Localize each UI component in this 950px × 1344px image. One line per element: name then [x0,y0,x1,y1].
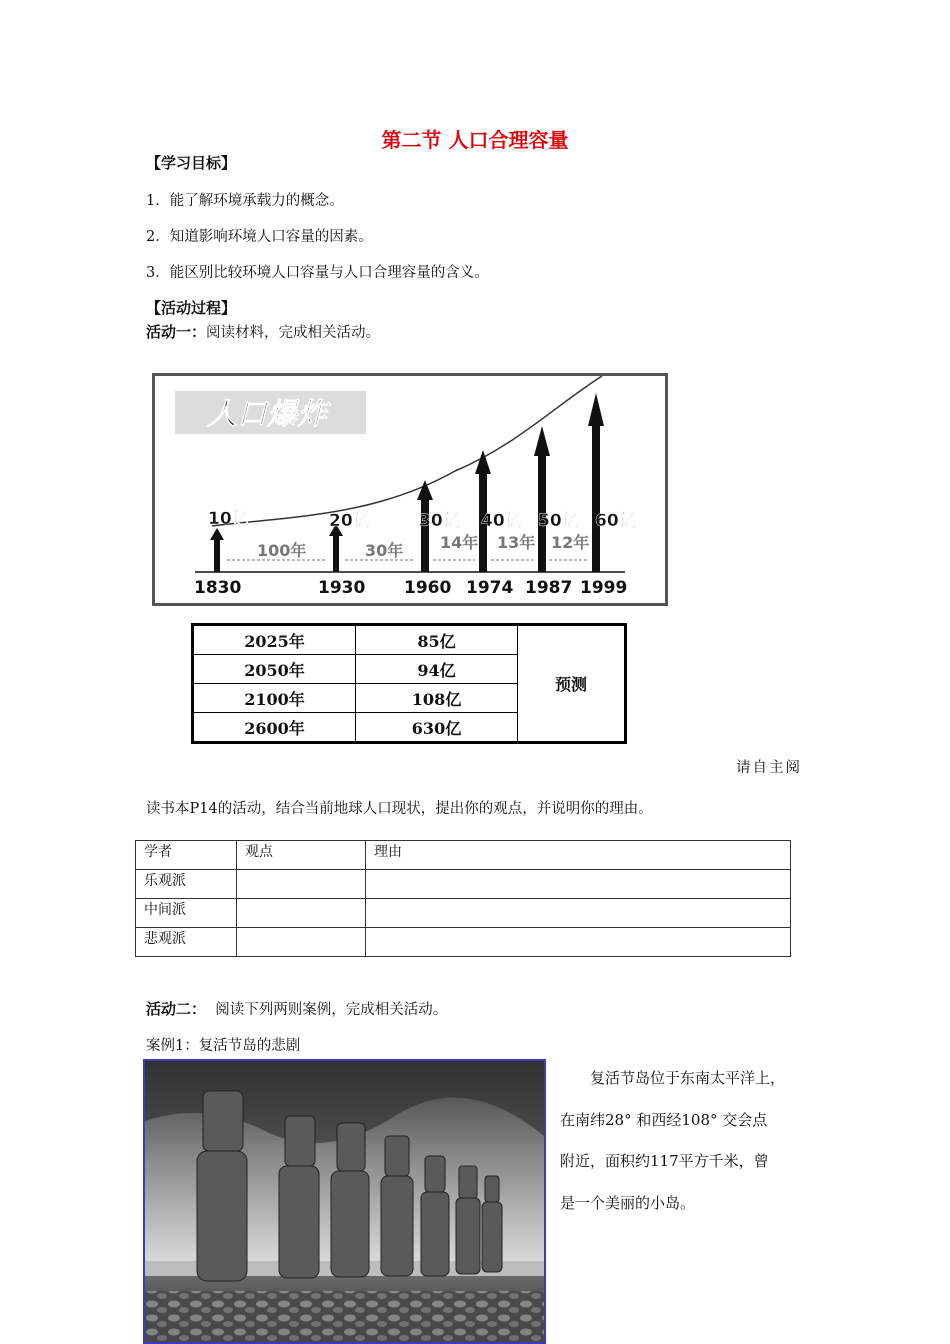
population-explosion-figure [152,373,668,606]
activity1-line [146,321,380,342]
table-row [136,928,791,957]
year-label-1930: 1930 [318,578,366,598]
header-cell: 学者 [136,841,237,870]
activity2-label: 活动二： [146,1000,207,1018]
moai-statue-2 [279,1116,319,1278]
pred-year: 2025年 [193,625,356,655]
pred-value: 108亿 [356,684,518,713]
interval-label-3: 14年 [440,533,479,552]
pred-year: 2600年 [193,713,356,743]
goal-item-1: 1．能了解环境承载力的概念。 [146,193,344,209]
opinion-cell[interactable] [237,928,366,957]
instruction-line-1: 请自主阅 [736,760,802,776]
activity1-text: 阅读材料，完成相关活动。 [206,325,381,341]
arrow-1987 [534,426,550,572]
year-label-1999: 1999 [580,578,628,598]
case1-text [560,1058,825,1224]
reason-cell[interactable] [366,870,791,899]
process-heading: 【活动过程】 [146,299,237,317]
case1-title: 案例1：复活节岛的悲剧 [146,1038,301,1054]
table-row [193,625,626,655]
pop-label-1974: 40亿 [481,511,522,531]
case1-line-2: 在南纬28° 和西经108° 交会点 [560,1110,768,1129]
row-label: 中间派 [136,899,237,928]
pred-note: 预测 [518,625,626,743]
pop-label-1830: 10亿 [208,509,249,529]
moai-statue-4 [381,1136,413,1276]
opinion-cell[interactable] [237,870,366,899]
table-row [136,841,791,870]
page-title: 第二节 人口合理容量 [381,128,569,152]
table-row [136,870,791,899]
moai-statue-7 [482,1176,502,1272]
activity2-line [146,998,447,1019]
interval-label-5: 12年 [551,533,590,552]
interval-label-1: 100年 [257,541,307,560]
pop-label-1960: 30亿 [419,511,460,531]
moai-statue-1 [197,1091,247,1281]
pop-label-1987: 50亿 [538,511,579,531]
opinion-table [135,840,791,957]
case1-line-1: 复活节岛位于东南太平洋上， [590,1069,786,1087]
pred-year: 2100年 [193,684,356,713]
prediction-table [191,623,627,744]
moai-statue-5 [421,1156,449,1276]
year-label-1960: 1960 [404,578,452,598]
table-row [136,899,791,928]
goals-heading: 【学习目标】 [146,154,237,172]
activity2-text: 阅读下列两则案例，完成相关活动。 [215,1002,448,1018]
pred-value: 630亿 [356,713,518,743]
row-label: 乐观派 [136,870,237,899]
banner-text: 人口爆炸 [207,397,327,432]
instruction-line-2: 读书本P14的活动，结合当前地球人口现状，提出你的观点，并说明你的理由。 [146,801,653,817]
pred-year: 2050年 [193,655,356,684]
pop-label-1930: 20亿 [329,511,370,531]
easter-island-photo [143,1059,546,1344]
pop-label-1999: 60亿 [595,511,636,531]
arrow-1830 [210,528,224,572]
reason-cell[interactable] [366,928,791,957]
arrow-1999 [588,393,604,572]
year-label-1987: 1987 [525,578,573,598]
row-label: 悲观派 [136,928,237,957]
activity1-label: 活动一： [146,323,207,341]
pred-value: 94亿 [356,655,518,684]
opinion-cell[interactable] [237,899,366,928]
header-cell: 理由 [366,841,791,870]
reason-cell[interactable] [366,899,791,928]
moai-statue-3 [331,1123,369,1277]
moai-statue-6 [456,1166,480,1274]
case1-line-4: 是一个美丽的小岛。 [560,1193,696,1212]
arrow-1930 [329,524,343,572]
rocky-platform [145,1291,544,1342]
interval-label-4: 13年 [497,533,536,552]
goal-item-3: 3．能区别比较环境人口容量与人口合理容量的含义。 [146,265,489,281]
header-cell: 观点 [237,841,366,870]
year-label-1830: 1830 [194,578,242,598]
pred-value: 85亿 [356,625,518,655]
year-label-1974: 1974 [466,578,514,598]
case1-line-3: 附近，面积约117平方千米，曾 [560,1152,769,1170]
interval-label-2: 30年 [365,541,404,560]
goal-item-2: 2．知道影响环境人口容量的因素。 [146,229,373,245]
